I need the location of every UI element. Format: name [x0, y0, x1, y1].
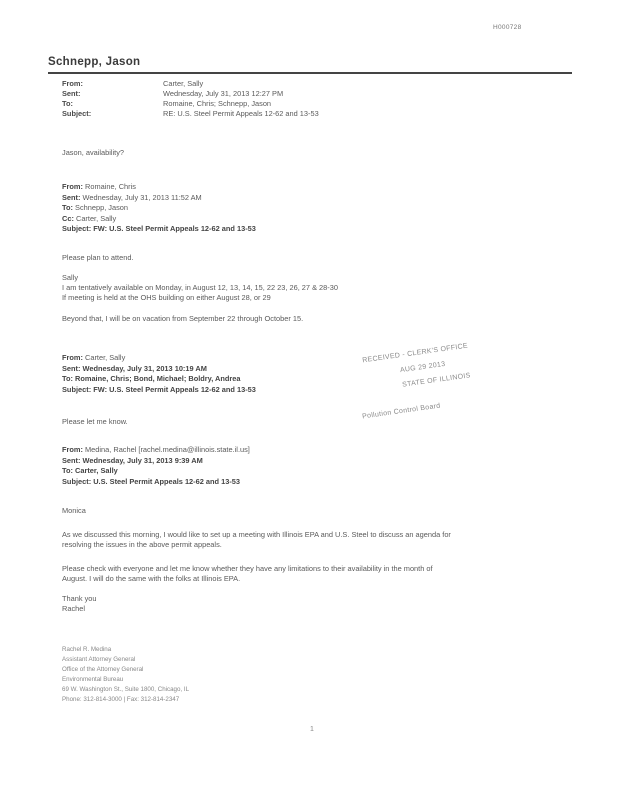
header-from-label: From: — [62, 79, 83, 88]
header-subject-value: RE: U.S. Steel Permit Appeals 12-62 and 13-53 — [163, 109, 319, 118]
message-4-name: Rachel — [62, 604, 86, 613]
fwd1-to: Schnepp, Jason — [75, 203, 129, 212]
header-to-label: To: — [62, 99, 73, 108]
fwd2-sent-label: Sent: — [62, 363, 81, 373]
fwd1-from-label: From: — [62, 182, 83, 191]
signature-line4: Environmental Bureau — [62, 676, 124, 683]
header-from-value: Carter, Sally — [163, 79, 204, 88]
message-4-p1-l1: As we discussed this morning, I would like to set up a meeting with Illinois EPA and U.S. Steel to discuss an agenda for — [62, 530, 451, 539]
signature-block — [62, 646, 189, 706]
message-2-line3: I am tentatively available on Monday, in August 12, 13, 14, 15, 22 23, 26, 27 & 28-30 — [62, 283, 338, 292]
fwd2-from: Carter, Sally — [85, 353, 126, 362]
fwd3-sent: Wednesday, July 31, 2013 9:39 AM — [82, 455, 203, 465]
stamp-line1: RECEIVED - CLERK'S OFFICE — [361, 342, 469, 365]
fwd3-to: Carter, Sally — [75, 466, 118, 475]
forward-1-header — [62, 183, 256, 236]
header-subject-row — [62, 110, 319, 120]
fwd1-to-label: To: — [62, 203, 73, 212]
message-4 — [62, 507, 582, 615]
message-4-p1-l2: resolving the issues in the above permit appeals. — [62, 540, 222, 549]
fwd1-sent: Wednesday, July 31, 2013 11:52 AM — [82, 192, 202, 202]
signature-line5: 69 W. Washington St., Suite 1800, Chicago, IL — [62, 686, 190, 693]
fwd3-sent-label: Sent: — [62, 455, 81, 465]
fwd1-cc: Carter, Sally — [75, 213, 117, 223]
message-4-p2-l1: Please check with everyone and let me know whether they have any limitations to their availability in the month of — [62, 564, 433, 573]
stamp-line4: Pollution Control Board — [361, 402, 441, 421]
fwd3-subject-label: Subject: — [62, 476, 92, 486]
forward-2-header — [62, 354, 256, 396]
fwd3-to-label: To: — [62, 466, 73, 475]
signature-line3: Office of the Attorney General — [62, 666, 144, 673]
message-3-text: Please let me know. — [62, 417, 128, 426]
header-subject-label: Subject: — [62, 109, 92, 118]
fwd3-from: Medina, Rachel [rachel.medina@illinois.state.il.us] — [85, 445, 250, 454]
signature-line6: Phone: 312-814-3000 | Fax: 312-814-2347 — [62, 696, 180, 703]
fwd1-subject-label: Subject: — [62, 224, 92, 233]
fwd1-from: Romaine, Chris — [85, 182, 136, 191]
signature-line1: Rachel R. Medina — [62, 646, 112, 653]
stamp-line2: AUG 29 2013 — [399, 360, 446, 375]
fwd2-subject-label: Subject: — [62, 384, 92, 394]
fwd3-from-label: From: — [62, 445, 83, 454]
header-to-value: Romaine, Chris; Schnepp, Jason — [163, 99, 272, 108]
bates-number: H000728 — [493, 24, 522, 31]
received-stamp — [361, 342, 482, 430]
message-2-line1: Please plan to attend. — [62, 253, 134, 262]
forward-3-header — [62, 446, 250, 488]
message-3 — [62, 418, 128, 427]
message-4-greeting: Monica — [62, 506, 86, 515]
page-number: 1 — [310, 726, 314, 733]
fwd1-subject: FW: U.S. Steel Permit Appeals 12-62 and 13-53 — [93, 224, 256, 233]
message-1-text: Jason, availability? — [62, 148, 125, 157]
message-4-p2-l2: August. I will do the same with the folks at Illinois EPA. — [62, 574, 241, 583]
message-2-line2: Sally — [62, 273, 79, 282]
fwd1-sent-label: Sent: — [62, 192, 81, 202]
fwd3-subject: U.S. Steel Permit Appeals 12-62 and 13-53 — [93, 476, 240, 486]
message-2-line5: Beyond that, I will be on vacation from September 22 through October 15. — [62, 314, 304, 323]
fwd2-from-label: From: — [62, 353, 83, 362]
fwd2-to-label: To: — [62, 374, 73, 383]
mailbox-owner: Schnepp, Jason — [48, 56, 141, 68]
fwd2-sent: Wednesday, July 31, 2013 10:19 AM — [82, 363, 207, 373]
fwd1-cc-label: Cc: — [62, 213, 74, 223]
email-header — [62, 80, 319, 120]
signature-line2: Assistant Attorney General — [62, 656, 136, 663]
stamp-line3: STATE OF ILLINOIS — [401, 372, 472, 389]
message-1 — [62, 149, 124, 158]
header-rule — [48, 72, 572, 74]
fwd2-to: Romaine, Chris; Bond, Michael; Boldry, Andrea — [75, 374, 241, 383]
message-4-closing: Thank you — [62, 594, 97, 603]
header-sent-label: Sent: — [62, 89, 81, 98]
fwd2-subject: FW: U.S. Steel Permit Appeals 12-62 and 13-53 — [93, 384, 256, 394]
message-2 — [62, 254, 338, 324]
header-sent-value: Wednesday, July 31, 2013 12:27 PM — [163, 89, 284, 98]
message-2-line4: If meeting is held at the OHS building on either August 28, or 29 — [62, 293, 271, 302]
